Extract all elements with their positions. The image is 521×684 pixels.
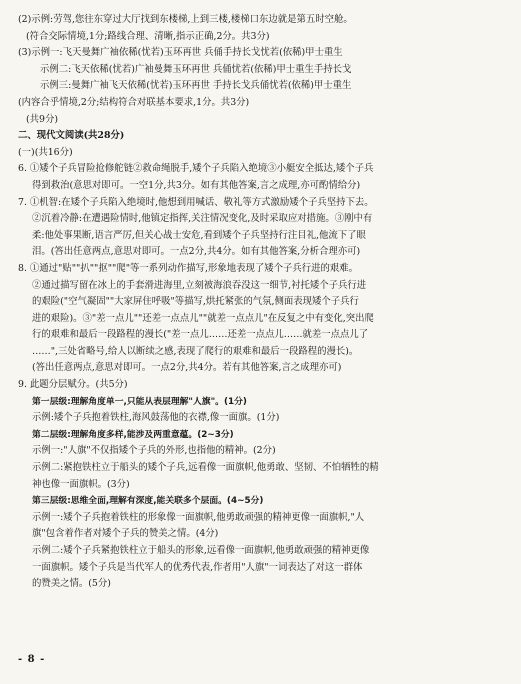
q9-level-3-example-1: 示例一:矮个子兵抱着铁柱的形象像一面旗帜,他勇敢顽强的精神更像一面旗帜,"人 xyxy=(32,511,365,523)
subsection-heading: (一)(共16分) xyxy=(18,146,73,158)
q9-level-2-example-2: 示例二:紧抱铁柱立于船头的矮个子兵,远看像一面旗帜,他勇敢、坚韧、不怕牺牲的精 xyxy=(32,462,379,474)
q8-answer-cont-6: (答出任意两点,意思对即可。一点2分,共4分。若有其他答案,言之成理亦可) xyxy=(32,362,342,374)
q8-answer-cont-4: 行的艰难和最后一段路程的漫长("差一点儿……还差一点点儿……就差一点点儿了 xyxy=(32,329,369,341)
q8-answer-cont-3: 进的艰险)。③"差一点儿""还差一点点儿""就差一点点儿"在反复之中有变化,突出爬 xyxy=(32,312,374,324)
q3-example-3: 示例三:曼舞广袖飞天依稀(忧若)玉环再世 手持长戈兵俑忧若(依稀)甲士重生 xyxy=(40,80,352,92)
q9-level-2-example-1: 示例一:"人旗"不仅指矮个子兵的外形,也指他的精神。(2分) xyxy=(32,445,276,457)
q2-scoring: (符合交际情境,1分;路线合理、清晰,指示正确,2分。共3分) xyxy=(26,30,270,42)
q7-answer: 7. ①机智:在矮个子兵陷入绝境时,他想到用喊话、敬礼等方式激励矮个子兵坚持下去。 xyxy=(18,196,374,208)
page-number: - 8 - xyxy=(18,654,46,665)
q9-level-2-example-2-cont: 神也像一面旗帜。(3分) xyxy=(32,478,130,490)
q9-level-1-example: 示例:矮个子兵抱着铁柱,海风鼓荡他的衣襟,像一面旗。(1分) xyxy=(32,412,280,424)
q9-level-3-example-1-cont: 旗"包含着作者对矮个子兵的赞美之情。(4分) xyxy=(32,528,219,540)
q3-example-1: (3)示例一:飞天曼舞广袖依稀(忧若)玉环再世 兵俑手持长戈忧若(依稀)甲士重生 xyxy=(18,47,343,59)
q8-answer: 8. ①通过"贴""扒""抠""爬"等一系列动作描写,形象地表现了矮个子兵行进的艰难。 xyxy=(18,262,359,274)
q8-answer-cont-5: ……",三处省略号,给人以断续之感,表现了爬行的艰难和最后一段路程的漫长)。 xyxy=(32,345,359,357)
q2-example: (2)示例:劳驾,您往东穿过大厅找到东楼梯,上到三楼,楼梯口东边就是第五时空舱。 xyxy=(18,14,353,25)
part-total: (共9分) xyxy=(26,113,59,125)
q8-answer-cont-2: 的艰险("空气凝固""大家屏住呼吸"等描写,烘托紧张的气氛,侧面表现矮个子兵行 xyxy=(32,296,359,308)
q9-level-3-example-2: 示例二:矮个子兵紧抱铁柱立于船头的形象,远看像一面旗帜,他勇敢顽强的精神更像 xyxy=(32,545,370,556)
q9-level-1: 第一层级:理解角度单一,只能从表层理解"人旗"。(1分) xyxy=(32,396,247,407)
q8-answer-cont-1: ②通过描写留在冰上的手套滑进海里,立刻被海浪吞没这一细节,衬托矮个子兵行进 xyxy=(32,279,367,291)
q6-answer-cont: 得到救治(意思对即可。一空1分,共3分。如有其他答案,言之成理,亦可酌情给分) xyxy=(32,179,361,191)
q7-answer-cont-3: 泪。(答出任意两点,意思对即可。一点2分,共4分。如有其他答案,分析合理亦可) xyxy=(32,246,361,258)
q3-example-2: 示例二:飞天依稀(忧若)广袖曼舞玉环再世 兵俑忧若(依稀)甲士重生手持长戈 xyxy=(40,63,352,75)
section-heading: 二、现代文阅读(共28分) xyxy=(18,130,125,142)
answer-key-page xyxy=(18,12,506,593)
q3-scoring: (内容合乎情境,2分;结构符合对联基本要求,1分。共3分) xyxy=(18,96,250,108)
q9-level-2: 第二层级:理解角度多样,能涉及两重意蕴。(2~3分) xyxy=(32,429,234,440)
q7-answer-cont-2: 柔:他处事果断,语言严厉,但关心战士安危,看到矮个子兵坚持行注目礼,他流下了眼 xyxy=(32,229,366,241)
q9-level-3-example-2-cont-2: 的赞美之情。(5分) xyxy=(32,578,111,590)
q6-answer: 6. ①矮个子兵冒险抢修舵链②救命绳脱手,矮个子兵陷入绝境③小艇安全抵达,矮个子兵 xyxy=(18,163,374,175)
q9-level-3-example-2-cont-1: 一面旗帜。矮个子兵是当代军人的优秀代表,作者用"人旗"一词表达了对这一群体 xyxy=(32,561,363,573)
q9-level-3: 第三层级:思维全面,理解有深度,能关联多个层面。(4~5分) xyxy=(32,496,264,507)
q9-heading: 9. 此题分层赋分。(共5分) xyxy=(18,379,128,391)
q7-answer-cont-1: ②沉着冷静:在遭遇险情时,他镇定指挥,关注情况变化,及时采取应对措施。③刚中有 xyxy=(32,213,373,225)
